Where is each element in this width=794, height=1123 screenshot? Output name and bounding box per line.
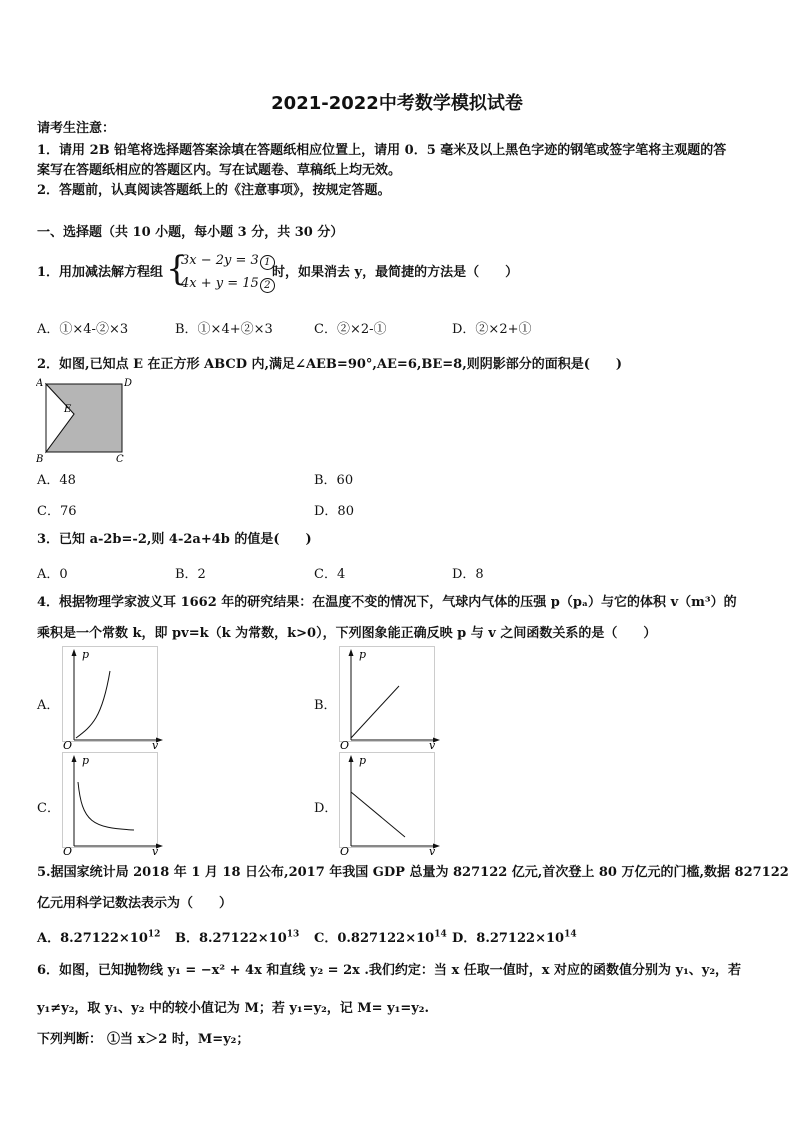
circled-one-icon: 1 bbox=[260, 255, 275, 270]
label-c: C bbox=[116, 454, 124, 462]
q4-graph-c bbox=[62, 752, 166, 856]
q3-option-b[interactable]: B．2 bbox=[175, 567, 206, 582]
q2-option-a[interactable]: A．48 bbox=[37, 473, 76, 488]
notice-heading: 请考生注意： bbox=[37, 121, 116, 136]
q3-option-a[interactable]: A．0 bbox=[37, 567, 68, 582]
q3-option-c[interactable]: C．4 bbox=[314, 567, 346, 582]
line-decreasing bbox=[351, 792, 405, 837]
q4-line-1: 4．根据物理学家波义耳 1662 年的研究结果：在温度不变的情况下，气球内气体的压强 p（pₐ）与它的体积 v（m³）的 bbox=[37, 595, 737, 610]
section-heading: 一、选择题（共 10 小题，每小题 3 分，共 30 分） bbox=[37, 225, 344, 240]
page-title: 2021-2022中考数学模拟试卷 bbox=[271, 93, 523, 114]
q1-option-c[interactable]: C．②×2-① bbox=[314, 322, 387, 337]
q1-brace: { bbox=[166, 249, 188, 289]
label-a: A bbox=[36, 378, 44, 389]
q4-option-a[interactable]: A． bbox=[37, 698, 60, 713]
q3-option-d[interactable]: D．8 bbox=[452, 567, 484, 582]
q6-line-2: y₁≠y₂，取 y₁、y₂ 中的较小值记为 M；若 y₁=y₂，记 M= y₁=y₂. bbox=[37, 1001, 430, 1016]
origin-label: O bbox=[340, 739, 350, 750]
q4-graph-a bbox=[62, 646, 166, 750]
q4-option-c[interactable]: C． bbox=[37, 801, 60, 816]
label-d: D bbox=[124, 378, 133, 389]
q1-equation-1: 3x − 2y = 3 1 bbox=[181, 252, 276, 270]
circled-two-icon: 2 bbox=[260, 278, 275, 293]
q1-option-b[interactable]: B．①×4+②×3 bbox=[175, 322, 273, 337]
q2-square-figure bbox=[36, 376, 136, 462]
q1-suffix: 时，如果消去 y，最简捷的方法是（ ） bbox=[272, 265, 519, 280]
axis-v-label: v bbox=[429, 845, 436, 856]
line-proportional bbox=[351, 686, 399, 738]
origin-label: O bbox=[340, 845, 350, 856]
axis-p-label: p bbox=[359, 754, 367, 767]
q5-option-c[interactable]: C．$0.827122\times 10^{14}$ bbox=[314, 929, 447, 946]
q4-option-b[interactable]: B． bbox=[314, 698, 337, 713]
label-b: B bbox=[36, 454, 44, 462]
q4-graph-b bbox=[339, 646, 443, 750]
q6-judgement-1: ①当 x＞2 时，M=y₂； bbox=[107, 1032, 250, 1047]
notice-line-1: 1．请用 2B 铅笔将选择题答案涂填在答题纸相应位置上，请用 0．5 毫米及以上黑色字迹的钢笔或签字笔将主观题的答 bbox=[37, 143, 727, 158]
q5-line-1: 5.据国家统计局 2018 年 1 月 18 日公布,2017 年我国 GDP 总量为 827122 亿元,首次登上 80 万亿元的门槛,数据 827122 bbox=[37, 865, 789, 880]
notice-line-2: 案写在答题纸相应的答题区内。写在试题卷、草稿纸上均无效。 bbox=[37, 163, 402, 178]
q6-line-1: 6．如图，已知抛物线 y₁ = −x² + 4x 和直线 y₂ = 2x .我们约定：当 x 任取一值时，x 对应的函数值分别为 y₁、y₂，若 bbox=[37, 963, 742, 978]
axis-v-label: v bbox=[152, 739, 159, 750]
origin-label: O bbox=[63, 739, 73, 750]
axis-p-label: p bbox=[82, 754, 90, 767]
q4-line-2: 乘积是一个常数 k，即 pv=k（k 为常数，k>0），下列图象能正确反映 p 与 v 之间函数关系的是（ ） bbox=[37, 626, 657, 641]
q5-option-d[interactable]: D．$8.27122\times 10^{14}$ bbox=[452, 929, 577, 946]
q1-equation-2: 4x + y = 15 2 bbox=[181, 275, 276, 293]
q1-prefix: 1．用加减法解方程组 bbox=[37, 265, 164, 280]
axis-p-label: p bbox=[82, 648, 90, 661]
q4-graph-d bbox=[339, 752, 443, 856]
q5-option-a[interactable]: A．$8.27122\times 10^{12}$ bbox=[37, 929, 161, 946]
q1-option-d[interactable]: D．②×2+① bbox=[452, 322, 532, 337]
curve-increasing bbox=[76, 671, 110, 738]
axis-v-label: v bbox=[152, 845, 159, 856]
q2-option-c[interactable]: C．76 bbox=[37, 504, 77, 519]
curve-inverse bbox=[78, 782, 134, 830]
notice-line-3: 2．答题前，认真阅读答题纸上的《注意事项》，按规定答题。 bbox=[37, 183, 391, 198]
q6-line-3: 下列判断： bbox=[37, 1032, 103, 1047]
axis-p-label: p bbox=[359, 648, 367, 661]
axis-v-label: v bbox=[429, 739, 436, 750]
q2-option-d[interactable]: D．80 bbox=[314, 504, 354, 519]
q2-option-b[interactable]: B．60 bbox=[314, 473, 354, 488]
q3-text: 3．已知 a-2b=-2,则 4-2a+4b 的值是( ) bbox=[37, 532, 312, 547]
q4-option-d[interactable]: D． bbox=[314, 801, 338, 816]
origin-label: O bbox=[63, 845, 73, 856]
q5-line-2: 亿元用科学记数法表示为（ ） bbox=[37, 896, 233, 911]
q2-text: 2．如图,已知点 E 在正方形 ABCD 内,满足∠AEB=90°,AE=6,BE=8,则阴影部分的面积是( ) bbox=[37, 357, 623, 372]
label-e: E bbox=[64, 404, 72, 415]
q1-option-a[interactable]: A．①×4-②×3 bbox=[37, 322, 129, 337]
q5-option-b[interactable]: B．$8.27122\times 10^{13}$ bbox=[175, 929, 300, 946]
